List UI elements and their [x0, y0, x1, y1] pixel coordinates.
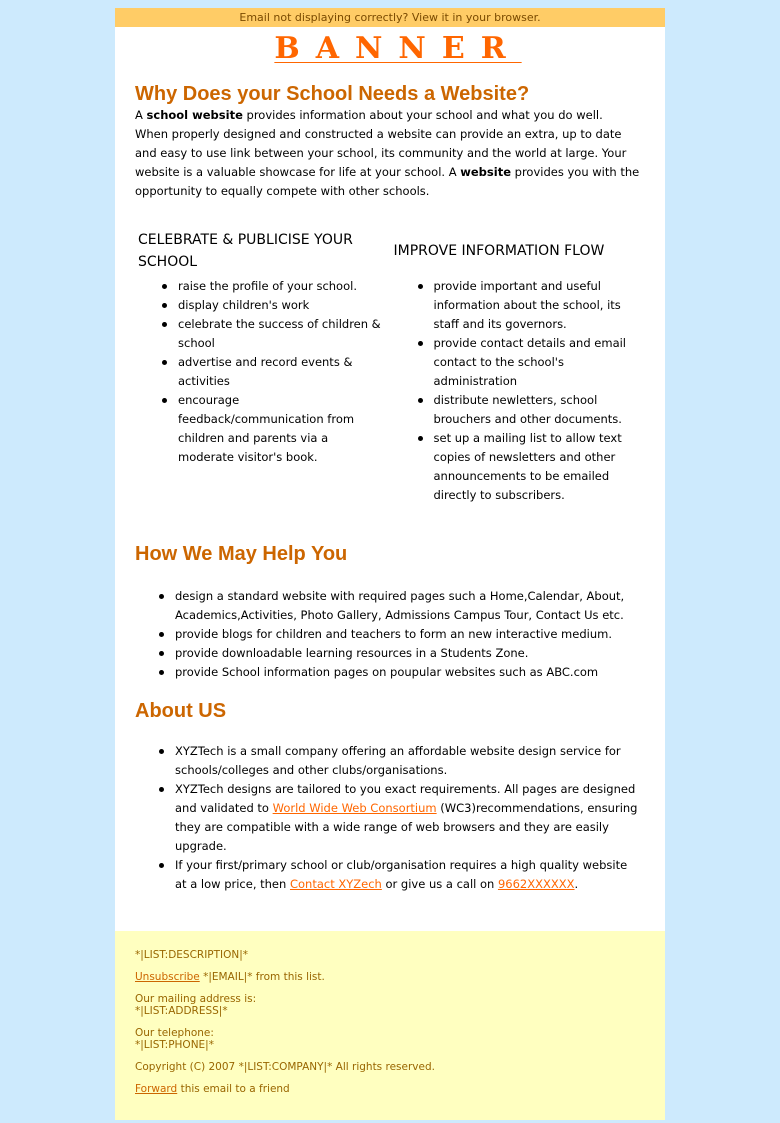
telephone: Our telephone: *|LIST:PHONE|* [135, 1027, 214, 1051]
forward-line: Forward this email to a friend [135, 1083, 290, 1095]
contact-link[interactable]: Contact XYZech [289, 877, 382, 891]
unsubscribe-link[interactable]: Unsubscribe [135, 971, 200, 983]
list-item: set up a mailing list to allow text copies of newsletters and other announcements to be emailed directly to subscribers. [391, 429, 646, 505]
improve-column [391, 229, 646, 505]
why-heading: Why Does your School Needs a Website? [135, 83, 530, 105]
phone-link[interactable]: 9662XXXXXX [497, 877, 575, 891]
email-container [115, 8, 665, 1120]
list-item: celebrate the success of children & school [135, 315, 390, 353]
improve-heading: IMPROVE INFORMATION FLOW [393, 243, 605, 259]
list-item: display children's work [135, 296, 390, 315]
celebrate-heading: CELEBRATE & PUBLICISE YOUR SCHOOL [138, 232, 353, 270]
improve-list [391, 277, 646, 505]
copyright: Copyright (C) 2007 *|LIST:COMPANY|* All rights reserved. [135, 1061, 435, 1073]
list-item: provide downloadable learning resources in a Students Zone. [135, 644, 645, 663]
list-item: provide blogs for children and teachers to form an new interactive medium. [135, 625, 645, 644]
view-in-browser-text[interactable]: Email not displaying correctly? View it in your browser. [239, 11, 541, 24]
banner [115, 27, 665, 81]
list-item: XYZTech is a small company offering an affordable website design service for schools/colleges and other clubs/organisations. [135, 742, 645, 780]
unsubscribe-line: Unsubscribe *|EMAIL|* from this list. [135, 971, 325, 983]
forward-link[interactable]: Forward [135, 1083, 178, 1095]
list-item: If your first/primary school or club/organisation requires a high quality website at a low price, then Contact XYZech or give us a call on 9662XXXXXX. [135, 856, 645, 894]
email-body [115, 27, 665, 931]
content [115, 82, 665, 894]
email-footer [115, 931, 665, 1120]
celebrate-column [135, 229, 390, 505]
list-item: design a standard website with required pages such a Home,Calendar, About, Academics,Activities, Photo Gallery, Admissions Campus Tour, Contact Us etc. [135, 587, 645, 625]
list-item: provide School information pages on poupular websites such as ABC.com [135, 663, 645, 682]
list-item: distribute newletters, school brouchers and other documents. [391, 391, 646, 429]
banner-title: BANNER [274, 31, 522, 66]
mailing-address: Our mailing address is: *|LIST:ADDRESS|* [135, 993, 257, 1017]
why-paragraph-2: When properly designed and constructed a website can provide an extra, up to date and easy to use link between your school, its community and the world at large. Your website is a valuable showcase for life at your school. A website provides you with the opportunity to equally compete with other schools. [135, 127, 640, 198]
view-in-browser-bar[interactable] [115, 8, 665, 27]
list-item: advertise and record events & activities [135, 353, 390, 391]
list-item: provide important and useful information about the school, its staff and its governors. [391, 277, 646, 334]
benefits-columns [135, 229, 645, 505]
celebrate-list [135, 277, 390, 467]
list-item: raise the profile of your school. [135, 277, 390, 296]
about-heading: About US [135, 700, 227, 722]
help-heading: How We May Help You [135, 543, 348, 565]
list-description: *|LIST:DESCRIPTION|* [135, 949, 249, 961]
help-list [135, 587, 645, 682]
list-item: encourage feedback/communication from children and parents via a moderate visitor's book. [135, 391, 390, 467]
w3c-link[interactable]: World Wide Web Consortium [272, 801, 437, 815]
list-item: provide contact details and email contact to the school's administration [391, 334, 646, 391]
about-list [135, 742, 645, 894]
list-item: XYZTech designs are tailored to you exact requirements. All pages are designed and validated to World Wide Web Consortium (WC3)recommendations, ensuring they are compatible with a wide range of web browsers and they are easily upgrade. [135, 780, 645, 856]
why-paragraph-1: A school website provides information about your school and what you do well. [135, 108, 603, 122]
